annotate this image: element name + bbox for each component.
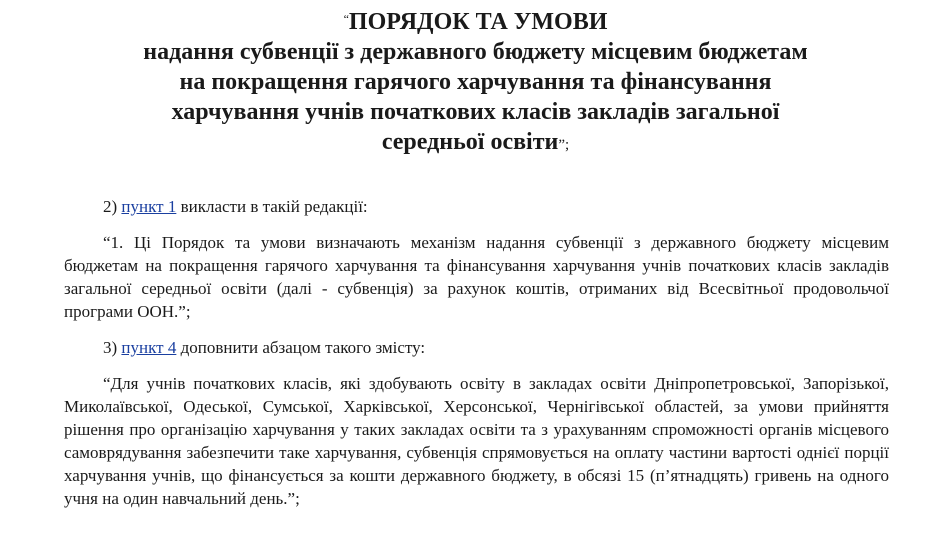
amendment-2-instruction: викласти в такій редакції: (176, 197, 368, 216)
amendment-2-quoted-text: “1. Ці Порядок та умови визначають механізм надання субвенції з державного бюджету місцевим бюджетам на покращення гарячого харчування та фінансування харчування учнів початкових класів закладів загальної середньої освіти (далі - субвенція) за рахунок коштів, отриманих від Всесвітньої продовольчої програми ООН.”; (64, 233, 889, 321)
title-line-5-text: середньої освіти (381, 129, 559, 155)
title-trailing-quote: ”; (558, 137, 570, 153)
amendment-3-instruction: доповнити абзацом такого змісту: (176, 338, 426, 357)
title-line-5 (0, 127, 951, 160)
title-open-quote: “ (343, 12, 349, 26)
amendment-3-quoted-text: “Для учнів початкових класів, які здобувають освіту в закладах освіти Дніпропетровської, Запорізької, Миколаївської, Одеської, Сумської, Харківської, Херсонської, Чернігівської областей, за умови прийняття рішення про організацію харчування у таких закладах освіти та з урахуванням спроможності органів місцевого самоврядування забезпечити таке харчування, субвенція спрямовується на оплату частини вартості однієї порції харчування учнів, що фінансується за кошти державного бюджету, в обсязі 15 (п’ятнадцять) гривень на одного учня на один навчальний день.”; (64, 374, 889, 508)
link-punkt-4[interactable]: пункт 4 (121, 338, 177, 357)
link-punkt-1[interactable]: пункт 1 (121, 197, 177, 216)
amendment-3-intro (103, 336, 425, 359)
document-title (0, 4, 951, 160)
amendment-2-number: 2) (103, 197, 122, 216)
title-line-3: на покращення гарячого харчування та фінансування (179, 69, 772, 95)
amendment-3-number: 3) (103, 338, 122, 357)
title-line-1 (0, 4, 951, 37)
title-line-2: надання субвенції з державного бюджету місцевим бюджетам (143, 39, 808, 65)
amendment-2-intro (103, 195, 368, 218)
title-heading: ПОРЯДОК ТА УМОВИ (348, 9, 608, 35)
title-line-4: харчування учнів початкових класів закладів загальної (171, 99, 780, 125)
